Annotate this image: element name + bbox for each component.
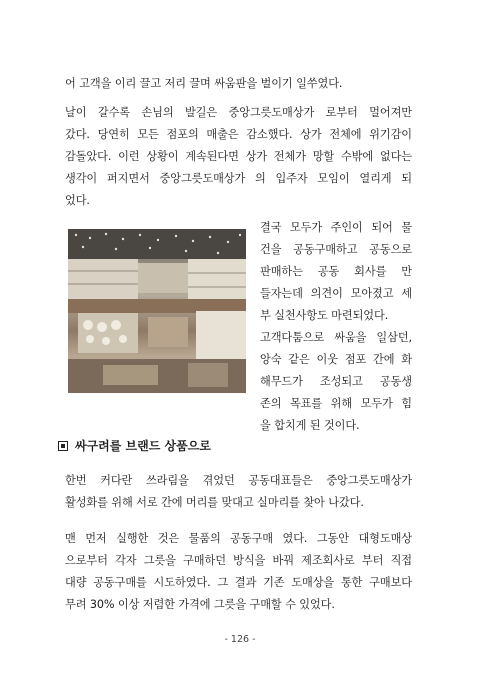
paragraph1-line: 생각이 퍼지면서 중앙그릇도매상가 의 입주자 모임이 열리게 되 bbox=[65, 172, 412, 185]
intro-line: 어 고객을 이리 끌고 저리 끌며 싸움판을 벌이기 일쑤였다. bbox=[65, 77, 343, 90]
paragraph4-line: 대량 공동구매를 시도하였다. 그 결과 기존 도매상을 통한 구매보다 bbox=[65, 576, 412, 589]
paragraph4-line: 으로부터 각자 그릇을 구매하던 방식을 바꿔 제조회사로 부터 직접 bbox=[65, 554, 412, 567]
section-heading-text: 싸구려를 브랜드 상품으로 bbox=[75, 439, 211, 453]
page-number: - 126 - bbox=[224, 634, 256, 645]
paragraph1-line: 날이 갈수록 손님의 발길은 중앙그릇도매상가 로부터 멀어져만 bbox=[65, 106, 412, 119]
section-heading bbox=[58, 437, 211, 454]
paragraph2-line: 을 합치게 된 것이다. bbox=[260, 419, 360, 432]
paragraph4-line: 맨 먼저 실행한 것은 물품의 공동구매 였다. 그동안 대형도매상 bbox=[65, 532, 412, 545]
paragraph1-line: 감돌았다. 이런 상황이 계속된다면 상가 전체가 망할 수밖에 없다는 bbox=[65, 150, 412, 163]
paragraph1-line: 갔다. 당연히 모든 점포의 매출은 감소했다. 상가 전체에 위기감이 bbox=[65, 128, 412, 141]
paragraph2-line: 들자는데 의견이 모아졌고 세 bbox=[260, 287, 412, 300]
paragraph2-line: 판매하는 공동 회사를 만 bbox=[260, 265, 412, 278]
paragraph3-line: 한번 커다란 쓰라림을 겪었던 공동대표들은 중앙그릇도매상가 bbox=[65, 474, 412, 487]
paragraph2-line: 해무드가 조성되고 공동생 bbox=[260, 375, 412, 388]
paragraph2-line: 결국 모두가 주인이 되어 물 bbox=[260, 221, 412, 234]
paragraph4-line: 무려 30% 이상 저렴한 가격에 그릇을 구매할 수 있었다. bbox=[65, 598, 335, 611]
square-bullet-icon bbox=[58, 441, 68, 451]
paragraph2-line: 부 실천사항도 마련되었다. bbox=[260, 309, 389, 322]
paragraph2-line: 앙숙 같은 이웃 점포 간에 화 bbox=[260, 353, 412, 366]
paragraph2-line: 건을 공동구매하고 공동으로 bbox=[260, 243, 412, 256]
paragraph1-line: 었다. bbox=[65, 194, 90, 207]
store-interior-photo bbox=[68, 229, 246, 393]
store-interior-illustration bbox=[68, 229, 246, 393]
paragraph2-line: 존의 목표를 위해 모두가 힘 bbox=[260, 397, 412, 410]
paragraph3-line: 활성화를 위해 서로 간에 머리를 맞대고 실마리를 찾아 나갔다. bbox=[65, 496, 364, 509]
paragraph2-line: 고객다툼으로 싸움을 일삼던, bbox=[260, 331, 412, 344]
